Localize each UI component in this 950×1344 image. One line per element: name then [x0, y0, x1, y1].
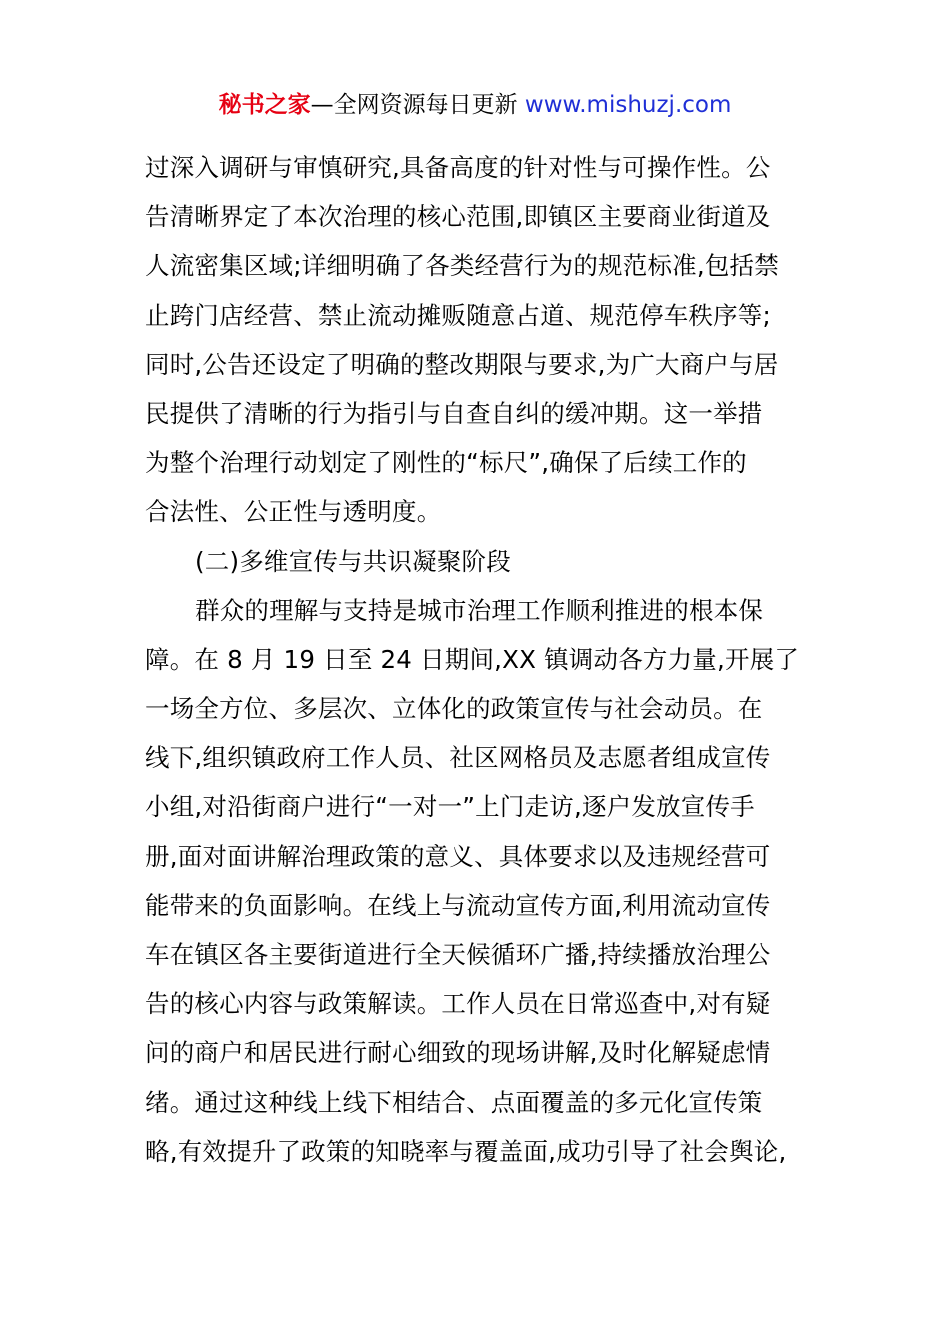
text-line: 人流密集区域;详细明确了各类经营行为的规范标准,包括禁	[145, 251, 779, 281]
document-body	[145, 143, 810, 1176]
text-line: 告清晰界定了本次治理的核心范围,即镇区主要商业街道及	[145, 202, 771, 232]
text-line: 册,面对面讲解治理政策的意义、具体要求以及违规经营可	[145, 841, 771, 871]
text-line: 同时,公告还设定了明确的整改期限与要求,为广大商户与居	[145, 349, 779, 379]
text-line: 绪。通过这种线上线下相结合、点面覆盖的多元化宣传策	[145, 1087, 763, 1117]
text-line: 略,有效提升了政策的知晓率与覆盖面,成功引导了社会舆论,	[145, 1136, 787, 1166]
text-line: 能带来的负面影响。在线上与流动宣传方面,利用流动宣传	[145, 890, 771, 920]
site-brand: 秘书之家	[218, 92, 311, 118]
text-line: 民提供了清晰的行为指引与自查自纠的缓冲期。这一举措	[145, 398, 763, 428]
text-line: 告的核心内容与政策解读。工作人员在日常巡查中,对有疑	[145, 989, 771, 1019]
paragraph-first-line: 群众的理解与支持是城市治理工作顺利推进的根本保	[195, 595, 764, 625]
text-line: 线下,组织镇政府工作人员、社区网格员及志愿者组成宣传	[145, 743, 771, 773]
text-line: 一场全方位、多层次、立体化的政策宣传与社会动员。在	[145, 694, 763, 724]
text-line: 问的商户和居民进行耐心细致的现场讲解,及时化解疑虑情	[145, 1038, 771, 1068]
site-url-link[interactable]: www.mishuzj.com	[524, 92, 732, 118]
text-line: 障。在 8 月 19 日至 24 日期间,XX 镇调动各方力量,开展了	[145, 644, 800, 674]
text-line: 小组,对沿街商户进行“一对一”上门走访,逐户发放宣传手	[145, 792, 755, 822]
text-line: 合法性、公正性与透明度。	[145, 497, 442, 527]
section-heading: (二)多维宣传与共识凝聚阶段	[195, 546, 511, 576]
text-line: 为整个治理行动划定了刚性的“标尺”,确保了后续工作的	[145, 448, 747, 478]
page-header	[0, 88, 950, 122]
text-line: 过深入调研与审慎研究,具备高度的针对性与可操作性。公	[145, 153, 771, 182]
text-line: 车在镇区各主要街道进行全天候循环广播,持续播放治理公	[145, 940, 771, 969]
site-tagline: —全网资源每日更新	[310, 92, 525, 118]
text-line: 止跨门店经营、禁止流动摊贩随意占道、规范停车秩序等;	[145, 300, 771, 330]
